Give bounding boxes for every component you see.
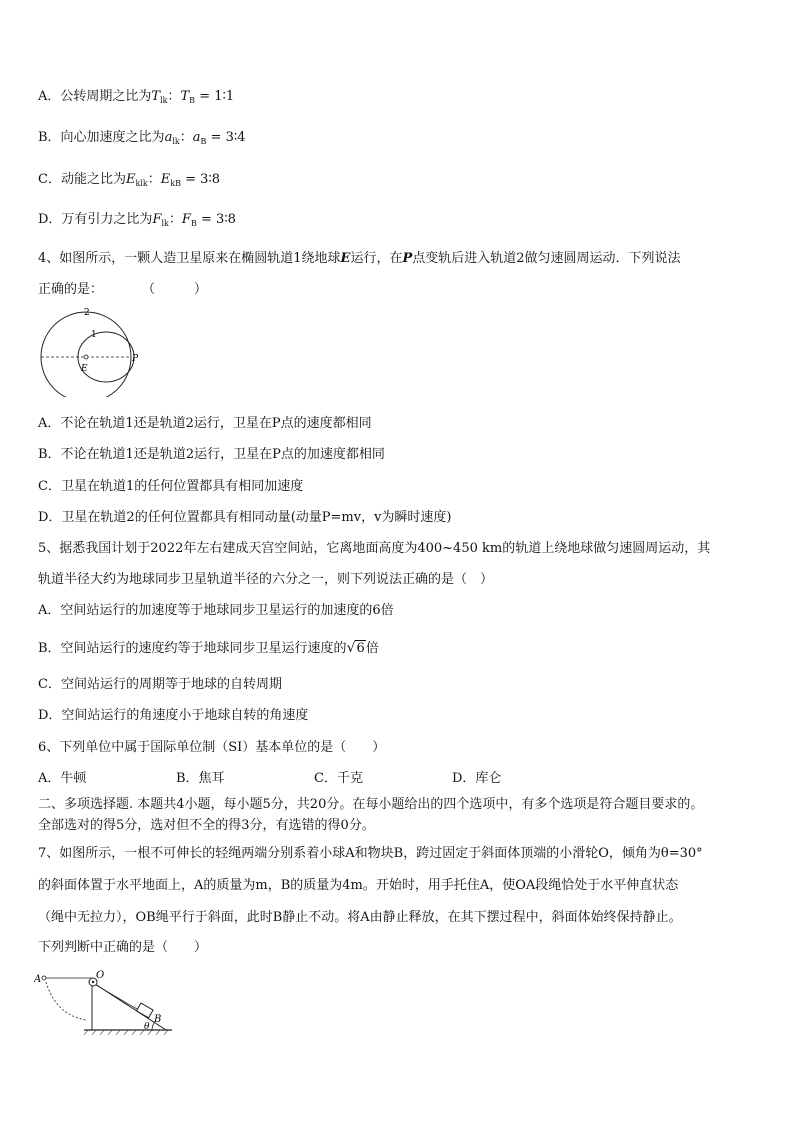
- ball-a: [42, 976, 46, 980]
- q4-stem-line2: 正确的是： （ ）: [38, 282, 208, 297]
- math-sub: B: [200, 137, 207, 146]
- stem-text: 运行，在: [350, 251, 403, 266]
- q5-stem-line1: 5、据悉我国计划于2022年左右建成天宫空间站，它离地面高度为400~450 km的轨道上绕地球做匀速圆周运动，其: [38, 541, 711, 556]
- stem-text: 4、如图所示，一颗人造卫星原来在椭圆轨道1绕地球: [38, 251, 341, 266]
- earth-dot: [84, 355, 88, 359]
- math-sep: ：: [168, 212, 182, 227]
- q4-option-b: B．不论在轨道1还是轨道2运行，卫星在P点的加速度都相同: [38, 447, 385, 462]
- math-sub: B: [189, 96, 196, 105]
- option-text: B．向心加速度之比为: [38, 130, 165, 145]
- q5-option-d: D．空间站运行的角速度小于地球自转的角速度: [38, 708, 309, 723]
- math-var: T: [180, 89, 190, 104]
- q4-option-d: D．卫星在轨道2的任何位置都具有相同动量(动量P=mv，v为瞬时速度): [38, 510, 452, 525]
- q3-option-b: [38, 130, 246, 150]
- math-sub: lk: [160, 96, 168, 105]
- q6-option-b: B．焦耳: [176, 771, 225, 786]
- math-sub: kB: [170, 179, 181, 188]
- orbit-1-label: 1: [91, 330, 97, 340]
- math-sub: lk: [172, 137, 180, 146]
- q6-option-d: D．库仑: [452, 771, 502, 786]
- math-ratio: = 3∶4: [210, 130, 246, 145]
- orbit-2-circle: [41, 312, 131, 397]
- option-text: B．空间站运行的速度约等于地球同步卫星运行速度的: [38, 641, 347, 656]
- label-theta: θ: [144, 1022, 150, 1032]
- label-b: B: [154, 1014, 162, 1025]
- stem-text: 点变轨后进入轨道2做匀速圆周运动．下列说法: [412, 251, 681, 266]
- section2-heading-line1: 二、多项选择题. 本题共4小题，每小题5分，共20分。在每小题给出的四个选项中，有多个选项是符合题目要求的。: [38, 797, 704, 812]
- math-var: a: [192, 130, 201, 145]
- q4-stem-line1: [38, 251, 681, 267]
- sqrt-radicand: 6: [356, 641, 365, 656]
- q5-option-a: A．空间站运行的加速度等于地球同步卫星运行的加速度的6倍: [38, 603, 394, 618]
- q3-option-a: [38, 89, 234, 109]
- math-sep: ：: [147, 172, 161, 187]
- swing-path: [46, 982, 86, 1020]
- pulley-axle: [92, 981, 94, 983]
- q4-option-a: A．不论在轨道1还是轨道2运行，卫星在P点的速度都相同: [38, 416, 372, 431]
- orbit-diagram: [34, 305, 154, 397]
- q5-stem-line2: 轨道半径大约为地球同步卫星轨道半径的六分之一，则下列说法正确的是（ ）: [38, 572, 494, 587]
- math-var: F: [152, 212, 162, 227]
- math-sep: ：: [179, 130, 193, 145]
- incline-diagram: [34, 970, 174, 1040]
- q7-stem-line2: 的斜面体置于水平地面上，A的质量为m，B的质量为4m。开始时，用手托住A，使OA段绳恰处于水平伸直状态: [38, 878, 679, 893]
- option-text: C．动能之比为: [38, 172, 126, 187]
- math-ratio: = 3∶8: [185, 172, 221, 187]
- q7-stem-line3: （绳中无拉力），OB绳平行于斜面，此时B静止不动。将A由静止释放，在其下摆过程中，斜面体始终保持静止。: [38, 910, 682, 925]
- math-sep: ：: [167, 89, 181, 104]
- q7-stem-line1: 7、如图所示，一根不可伸长的轻绳两端分别系着小球A和物块B，跨过固定于斜面体顶端的小滑轮O，倾角为θ=30°: [38, 846, 703, 861]
- ground-hatch: [84, 1030, 168, 1035]
- math-sub: B: [190, 219, 197, 228]
- math-var: E: [340, 251, 351, 266]
- sqrt-symbol: √: [346, 640, 356, 656]
- math-sub: lk: [161, 219, 169, 228]
- q6-option-a: A．牛顿: [38, 771, 87, 786]
- q5-option-b: [38, 640, 379, 657]
- math-sub: klk: [135, 179, 148, 188]
- q3-option-c: [38, 172, 220, 192]
- label-o: O: [96, 970, 105, 981]
- math-ratio: = 3∶8: [200, 212, 236, 227]
- math-var: T: [151, 89, 161, 104]
- earth-label: E: [81, 364, 88, 374]
- math-var: F: [181, 212, 191, 227]
- orbit-2-label: 2: [84, 308, 90, 318]
- block-b: [136, 1003, 153, 1018]
- option-text: 倍: [365, 641, 379, 656]
- q5-option-c: C．空间站运行的周期等于地球的自转周期: [38, 677, 282, 692]
- q6-option-c: C．千克: [314, 771, 363, 786]
- q6-options: [38, 771, 638, 787]
- rope-ob: [96, 985, 142, 1012]
- math-var: E: [160, 172, 171, 187]
- math-ratio: = 1∶1: [199, 89, 235, 104]
- label-a: A: [34, 974, 42, 985]
- q3-option-d: [38, 212, 236, 232]
- math-var: E: [125, 172, 136, 187]
- q6-stem: 6、下列单位中属于国际单位制（SI）基本单位的是（ ）: [38, 740, 386, 755]
- math-var: P: [402, 251, 413, 266]
- math-var: a: [164, 130, 173, 145]
- q7-stem-line4: 下列判断中正确的是（ ）: [38, 940, 208, 955]
- section2-heading-line2: 全部选对的得5分，选对但不全的得3分，有选错的得0分。: [38, 818, 375, 833]
- point-p-label: P: [132, 354, 139, 364]
- option-text: D．万有引力之比为: [38, 212, 153, 227]
- option-text: A．公转周期之比为: [38, 89, 152, 104]
- q4-option-c: C．卫星在轨道1的任何位置都具有相同加速度: [38, 479, 304, 494]
